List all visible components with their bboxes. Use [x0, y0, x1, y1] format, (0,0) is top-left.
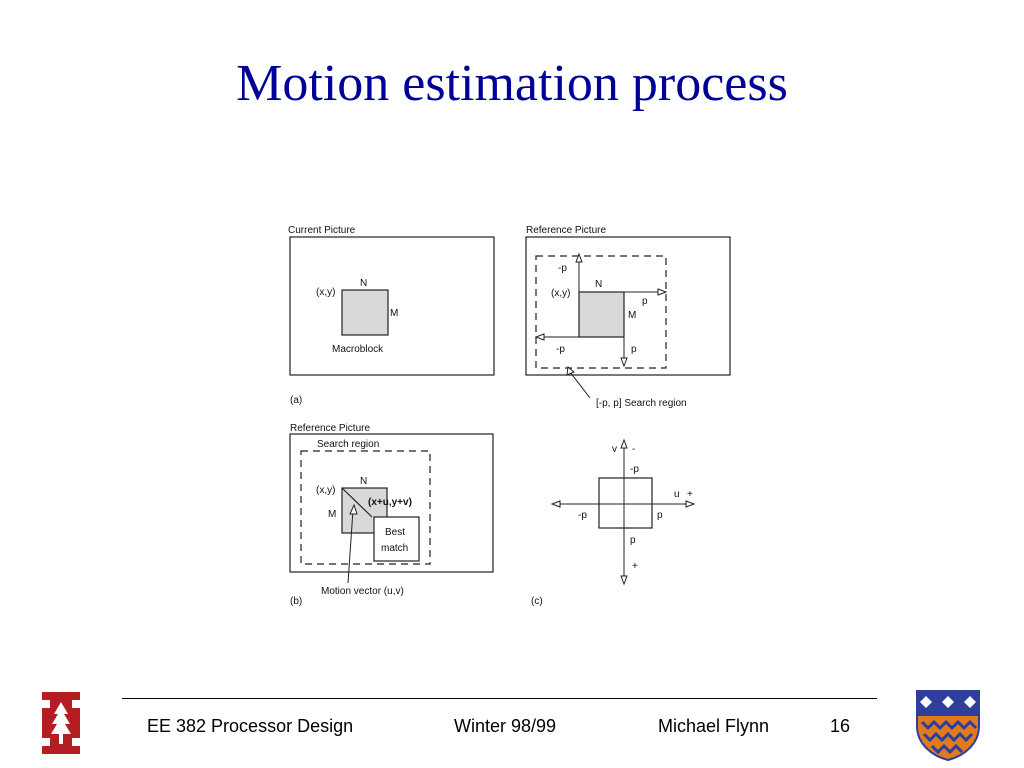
c-plus-right-label: + [687, 489, 693, 500]
minus-label: - [632, 444, 636, 455]
macroblock-label: Macroblock [332, 344, 384, 355]
footer-page-number: 16 [830, 716, 851, 736]
u-label: u [674, 489, 680, 500]
footer-term: Winter 98/99 [454, 716, 557, 736]
macroblock [342, 290, 388, 335]
crest-logo [914, 688, 982, 762]
slide-title: Motion estimation process [236, 55, 788, 112]
motion-vector-label: Motion vector (u,v) [321, 586, 404, 597]
ref-m-label: M [628, 310, 637, 321]
m-label: M [390, 308, 399, 319]
c-p-right-label: p [657, 510, 663, 521]
b-search-region-label: Search region [317, 439, 380, 450]
current-picture-label: Current Picture [288, 225, 356, 236]
panel-c-axes [552, 440, 694, 584]
c-plus-bottom-label: + [632, 561, 638, 572]
b-m-label: M [328, 509, 337, 520]
match-label: match [381, 543, 409, 554]
c-p-bottom-label: p [630, 535, 636, 546]
ref-xy-label: (x,y) [551, 288, 571, 299]
footer-divider [122, 698, 877, 699]
v-label: v [612, 444, 617, 455]
xuyv-label: (x+u,y+v) [368, 497, 412, 508]
b-reference-picture-label: Reference Picture [290, 423, 371, 434]
p-bottom-label: p [631, 344, 637, 355]
b-n-label: N [360, 476, 368, 487]
b-xy-label: (x,y) [316, 485, 336, 496]
best-match-block [374, 517, 419, 561]
figure-b-label: (b) [290, 596, 303, 607]
c-neg-p-left-label: -p [578, 510, 587, 521]
best-label: Best [385, 527, 406, 538]
ref-n-label: N [595, 279, 603, 290]
footer-course: EE 382 Processor Design [147, 716, 354, 736]
reference-picture-label: Reference Picture [526, 225, 607, 236]
footer-author: Michael Flynn [658, 716, 770, 736]
n-label: N [360, 278, 368, 289]
panel-a-reference-picture [526, 225, 730, 409]
panel-b-reference-picture [290, 423, 493, 597]
figure-c-label: (c) [531, 596, 543, 607]
neg-p-top-label: -p [558, 263, 567, 274]
neg-p-left-label: -p [556, 344, 565, 355]
p-right-label: p [642, 296, 648, 307]
search-region-caption: [-p, p] Search region [596, 398, 687, 409]
xy-label: (x,y) [316, 287, 336, 298]
reference-macroblock [579, 292, 624, 337]
panel-a-current-picture [288, 225, 494, 375]
figure-a-label: (a) [290, 395, 303, 406]
c-neg-p-top-label: -p [630, 464, 639, 475]
stanford-logo [38, 690, 84, 756]
search-window-square [599, 478, 652, 528]
